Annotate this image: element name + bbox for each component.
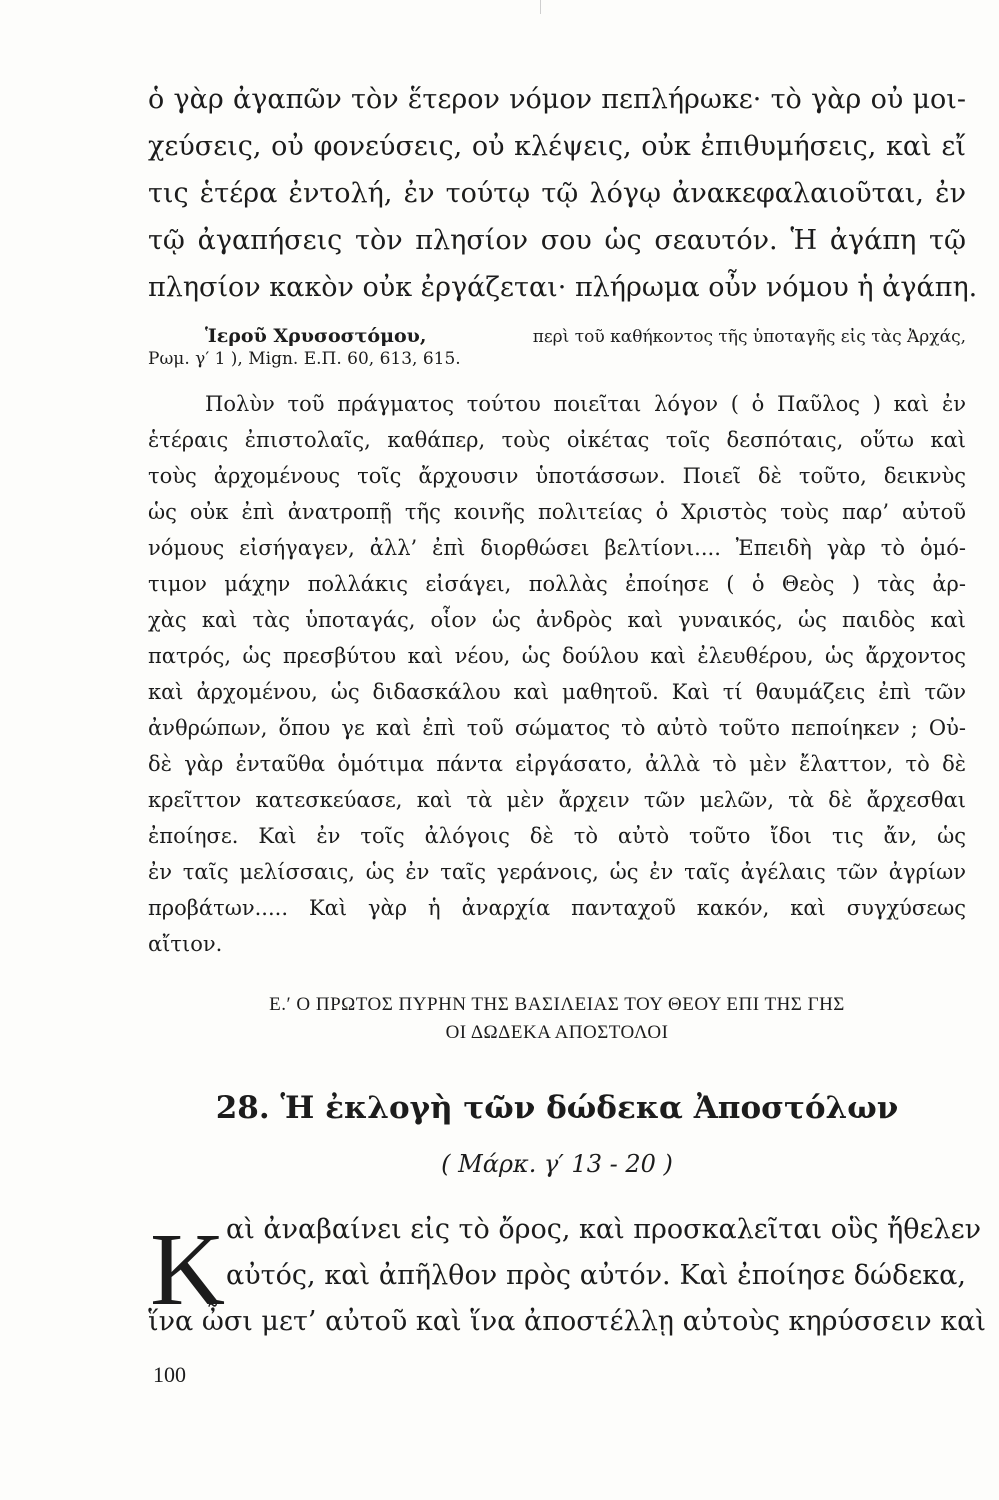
paragraph-2-line: Πολὺν τοῦ πράγματος τούτου ποιεῖται λόγον ( ὁ Παῦλος ) καὶ ἐν bbox=[205, 392, 966, 416]
citation-title: περὶ τοῦ καθήκοντος τῆς ὑποταγῆς εἰς τὰς Ἀρχάς, bbox=[532, 327, 966, 347]
citation-author: Ἱεροῦ Χρυσοστόμου, bbox=[205, 325, 427, 347]
paragraph-2-line: δὲ γὰρ ἐνταῦθα ὁμότιμα πάντα εἰργάσατο, ἀλλὰ τὸ μὲν ἔλαττον, τὸ δὲ bbox=[148, 752, 966, 776]
paragraph-2-line: προβάτων..... Καὶ γὰρ ἡ ἀναρχία πανταχοῦ κακόν, καὶ συγχύσεως bbox=[148, 896, 966, 920]
paragraph-2-line: ὡς οὐκ ἐπὶ ἀνατροπῇ τῆς κοινῆς πολιτείας ὁ Χριστὸς τοὺς παρ’ αὐτοῦ bbox=[148, 500, 966, 524]
chapter-reference: ( Μάρκ. γ′ 13 - 20 ) bbox=[441, 1150, 673, 1178]
drop-cap-letter: Κ bbox=[150, 1212, 226, 1327]
paragraph-1-line: τῷ ἀγαπήσεις τὸν πλησίον σου ὡς σεαυτόν. Ἡ ἀγάπη τῷ bbox=[148, 225, 966, 256]
section-heading-line-2: ΟΙ ΔΩΔΕΚΑ ΑΠΟΣΤΟΛΟΙ bbox=[445, 1022, 669, 1043]
paragraph-2-line: τιμον μάχην πολλάκις εἰσάγει, πολλὰς ἐποίησε ( ὁ Θεὸς ) τὰς ἀρ- bbox=[148, 572, 966, 596]
page-number: 100 bbox=[153, 1362, 186, 1387]
citation-line-2: Ρωμ. γ′ 1 ), Mign. Ε.Π. 60, 613, 615. bbox=[148, 349, 461, 369]
paragraph-2-line: πατρός, ὡς πρεσβύτου καὶ νέου, ὡς δούλου καὶ ἐλευθέρου, ὡς ἄρχοντος bbox=[148, 644, 966, 668]
paragraph-2-line: καὶ ἀρχομένου, ὡς διδασκάλου καὶ μαθητοῦ. Καὶ τί θαυμάζεις ἐπὶ τῶν bbox=[148, 680, 966, 704]
paragraph-2-line: ἀνθρώπων, ὅπου γε καὶ ἐπὶ τοῦ σώματος τὸ αὐτὸ τοῦτο πεποίηκεν ; Οὐ- bbox=[148, 716, 966, 740]
citation-line-1 bbox=[205, 325, 966, 347]
paragraph-3-line: αὐτός, καὶ ἀπῆλθον πρὸς αὐτόν. Καὶ ἐποίησε δώδεκα, bbox=[226, 1260, 966, 1291]
top-scan-mark bbox=[540, 0, 541, 14]
paragraph-2-line: νόμους εἰσήγαγεν, ἀλλ’ ἐπὶ διορθώσει βελτίονι.... Ἐπειδὴ γὰρ τὸ ὁμό- bbox=[148, 536, 966, 560]
paragraph-2-line: ἑτέραις ἐπιστολαῖς, καθάπερ, τοὺς οἰκέτας τοῖς δεσπόταις, οὕτω καὶ bbox=[148, 428, 966, 452]
paragraph-2-line: χὰς καὶ τὰς ὑποταγάς, οἷον ὡς ἀνδρὸς καὶ γυναικός, ὡς παιδὸς καὶ bbox=[148, 608, 966, 632]
paragraph-1-line: τις ἑτέρα ἐντολή, ἐν τούτῳ τῷ λόγῳ ἀνακεφαλαιοῦται, ἐν bbox=[148, 178, 966, 209]
paragraph-1-line: χεύσεις, οὐ φονεύσεις, οὐ κλέψεις, οὐκ ἐπιθυμήσεις, καὶ εἴ bbox=[148, 131, 966, 162]
paragraph-2-line: αἴτιον. bbox=[148, 932, 223, 956]
paragraph-3-line: ἵνα ὦσι μετ’ αὐτοῦ καὶ ἵνα ἀποστέλλῃ αὐτοὺς κηρύσσειν καὶ bbox=[148, 1306, 986, 1337]
paragraph-1-line: ὁ γὰρ ἀγαπῶν τὸν ἕτερον νόμον πεπλήρωκε· τὸ γὰρ οὐ μοι- bbox=[148, 84, 966, 115]
paragraph-3-line: αὶ ἀναβαίνει εἰς τὸ ὄρος, καὶ προσκαλεῖται οὓς ἤθελεν bbox=[226, 1214, 982, 1245]
paragraph-1-line: πλησίον κακὸν οὐκ ἐργάζεται· πλήρωμα οὖν νόμου ἡ ἀγάπη. bbox=[148, 272, 978, 303]
paragraph-2-line: τοὺς ἀρχομένους τοῖς ἄρχουσιν ὑποτάσσων. Ποιεῖ δὲ τοῦτο, δεικνὺς bbox=[148, 464, 966, 488]
paragraph-2-line: ἐποίησε. Καὶ ἐν τοῖς ἀλόγοις δὲ τὸ αὐτὸ τοῦτο ἴδοι τις ἄν, ὡς bbox=[148, 824, 966, 848]
paragraph-2-line: ἐν ταῖς μελίσσαις, ὡς ἐν ταῖς γεράνοις, ὡς ἐν ταῖς ἀγέλαις τῶν ἀγρίων bbox=[148, 860, 966, 884]
chapter-title: 28. Ἡ ἐκλογὴ τῶν δώδεκα Ἀποστόλων bbox=[215, 1090, 899, 1126]
paragraph-2-line: κρεῖττον κατεσκεύασε, καὶ τὰ μὲν ἄρχειν τῶν μελῶν, τὰ δὲ ἄρχεσθαι bbox=[148, 788, 966, 812]
section-heading-line-1: Ε.′ Ο ΠΡΩΤΟΣ ΠΥΡΗΝ ΤΗΣ ΒΑΣΙΛΕΙΑΣ ΤΟΥ ΘΕΟΥ ΕΠΙ ΤΗΣ ΓΗΣ bbox=[269, 994, 845, 1015]
